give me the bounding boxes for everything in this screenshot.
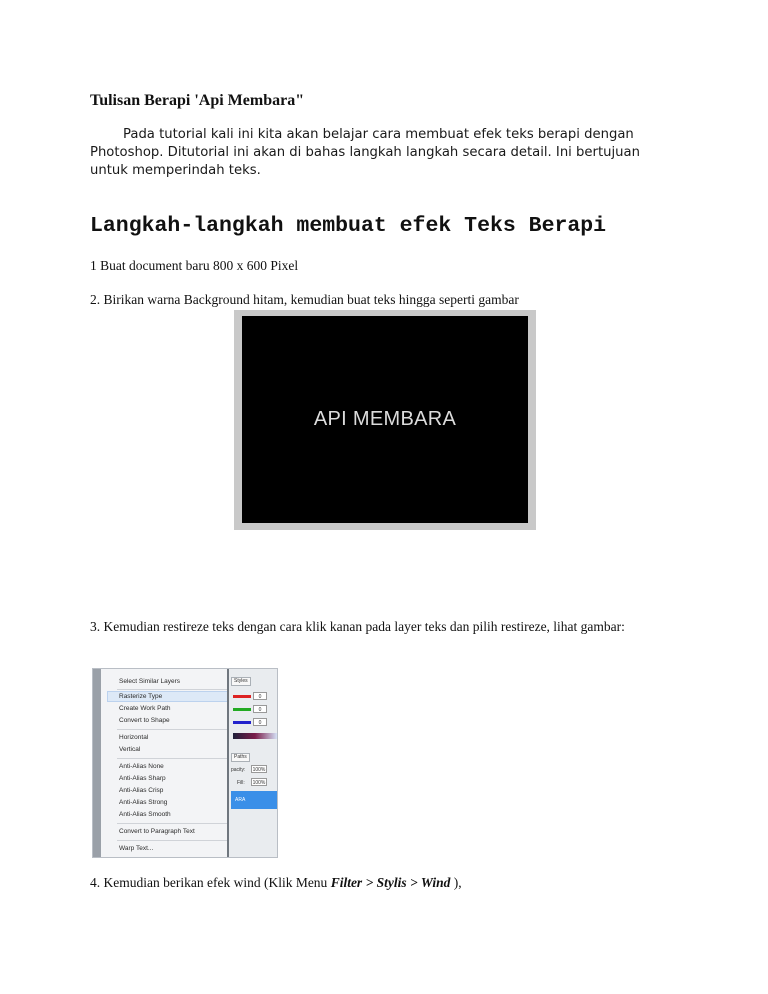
document-title: Tulisan Berapi 'Api Membara" [90, 92, 305, 109]
window-edge [93, 669, 101, 858]
menu-item[interactable]: Anti-Alias Strong [119, 799, 168, 806]
menu-item[interactable]: Anti-Alias Sharp [119, 775, 166, 782]
menu-item-rasterize[interactable]: Rasterize Type [119, 693, 163, 700]
text-layer-row[interactable]: ARA [231, 791, 277, 809]
opacity-value[interactable]: 100% [252, 767, 266, 773]
menu-item[interactable]: Warp Text... [119, 845, 154, 852]
black-canvas [242, 316, 528, 523]
red-value[interactable]: 0 [253, 692, 267, 700]
fill-value[interactable]: 100% [252, 780, 266, 786]
menu-item[interactable]: Create Work Path [119, 705, 171, 712]
paths-tab[interactable]: Paths [231, 753, 250, 762]
figure-context-menu [92, 668, 278, 858]
figure-api-membara [234, 310, 536, 530]
step-4-suffix: ), [450, 875, 462, 890]
menu-item[interactable]: Select Similar Layers [119, 678, 181, 685]
blue-value[interactable]: 0 [253, 718, 267, 726]
color-ramp[interactable] [233, 733, 277, 739]
menu-item[interactable]: Convert to Shape [119, 717, 170, 724]
step-4 [90, 874, 650, 891]
step-4-prefix: 4. Kemudian berikan efek wind (Klik Menu [90, 875, 331, 890]
blue-slider[interactable] [233, 721, 251, 724]
menu-item[interactable]: Anti-Alias Crisp [119, 787, 164, 794]
menu-item[interactable]: Anti-Alias None [119, 763, 164, 770]
menu-item[interactable]: Convert to Paragraph Text [119, 828, 195, 835]
opacity-label: pacity: [231, 767, 246, 773]
styles-tab[interactable]: Styles [231, 677, 251, 686]
menu-item[interactable]: Vertical [119, 746, 141, 753]
section-heading: Langkah-langkah membuat efek Teks Berapi [90, 214, 607, 238]
step-3: 3. Kemudian restireze teks dengan cara klik kanan pada layer teks dan pilih restireze, lihat gambar: [90, 619, 625, 634]
menu-item[interactable]: Horizontal [119, 734, 149, 741]
green-value[interactable]: 0 [253, 705, 267, 713]
red-slider[interactable] [233, 695, 251, 698]
step-1: 1 Buat document baru 800 x 600 Pixel [90, 258, 299, 273]
canvas-text: API MEMBARA [313, 408, 457, 430]
fill-label: Fill: [237, 780, 245, 786]
intro-paragraph: Pada tutorial kali ini kita akan belajar cara membuat efek teks berapi dengan Photoshop. Ditutorial ini akan di bahas langkah langkah secara detail. Ini bertujuan untuk memperindah teks. [90, 127, 640, 178]
green-slider[interactable] [233, 708, 251, 711]
menu-path: Filter > Stylis > Wind [330, 875, 451, 890]
side-panel [227, 669, 278, 858]
step-2: 2. Birikan warna Background hitam, kemudian buat teks hingga seperti gambar [90, 292, 519, 307]
menu-item[interactable]: Anti-Alias Smooth [119, 811, 171, 818]
